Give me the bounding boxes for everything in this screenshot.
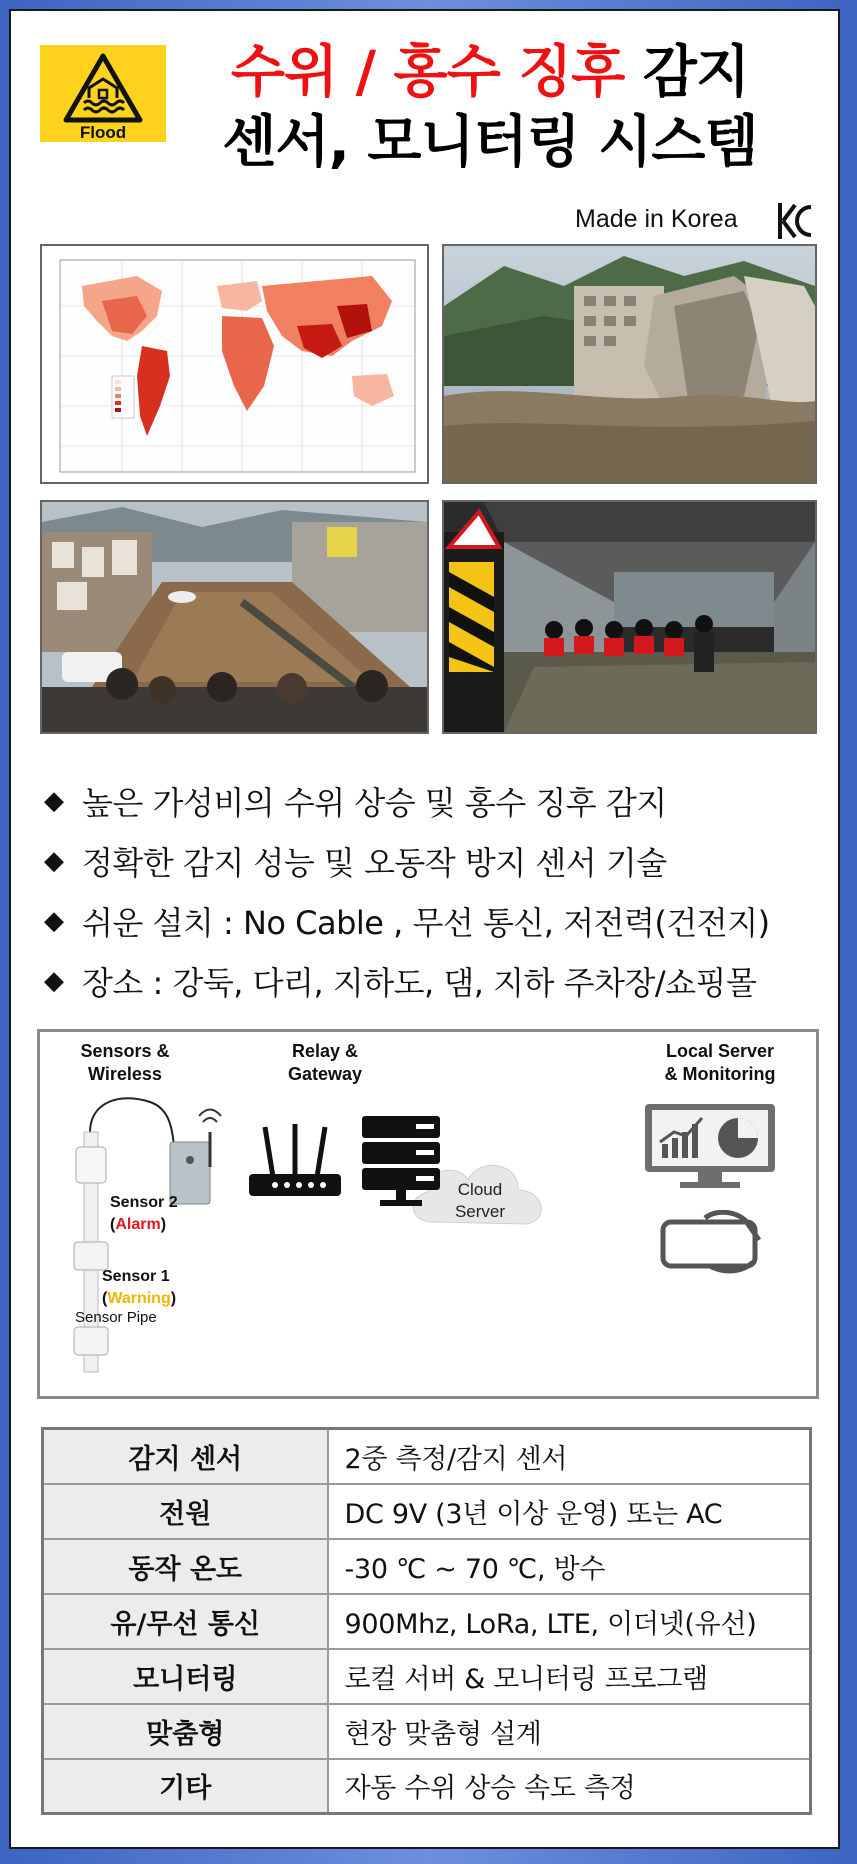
table-row: 동작 온도 -30 ℃ ~ 70 ℃, 방수 <box>43 1539 811 1594</box>
title-red-part: 수위 / 홍수 징후 <box>230 40 625 105</box>
world-flood-risk-map <box>40 244 429 484</box>
sensor-2-status: Alarm <box>115 1216 161 1233</box>
collapsed-building-flood-photo <box>442 244 817 484</box>
diamond-bullet-icon: ◆ <box>44 966 64 996</box>
flooded-underpass-rescue-photo <box>442 500 817 734</box>
table-row: 기타 자동 수위 상승 속도 측정 <box>43 1759 811 1814</box>
flood-warning-sign <box>40 45 166 142</box>
flood-warning-icon <box>62 52 144 124</box>
smartphone-hand-icon <box>655 1210 765 1280</box>
list-item: ◆ 장소 : 강둑, 다리, 지하도, 댐, 지하 주차장/쇼핑몰 <box>44 964 757 1002</box>
flood-sign-text: Flood <box>79 123 127 142</box>
cloud-server-label: Cloud Server <box>454 1180 506 1221</box>
kc-certification-icon <box>775 197 815 245</box>
sensor-2-label: Sensor 2 (Alarm) <box>110 1194 178 1233</box>
spec-table <box>41 1427 812 1815</box>
diamond-bullet-icon: ◆ <box>44 846 64 876</box>
table-row: 맞춤형 현장 맞춤형 설계 <box>43 1704 811 1759</box>
relay-gateway-label: Relay & Gateway <box>287 1041 363 1084</box>
sensor-pipe-illustration <box>60 1092 260 1382</box>
table-row: 모니터링 로컬 서버 & 모니터링 프로그램 <box>43 1649 811 1704</box>
made-in-korea-label: Made in Korea <box>575 205 738 233</box>
list-item: ◆ 쉬운 설치 : No Cable , 무선 통신, 저전력(건전지) <box>44 904 770 942</box>
list-item: ◆ 높은 가성비의 수위 상승 및 홍수 징후 감지 <box>44 784 667 822</box>
table-row: 전원 DC 9V (3년 이상 운영) 또는 AC <box>43 1484 811 1539</box>
title-black-part: 감지 <box>624 40 750 105</box>
sensor-1-status: Warning <box>107 1290 171 1307</box>
flooded-street-photo <box>40 500 429 734</box>
page-title <box>185 38 795 178</box>
sensors-wireless-label: Sensors & Wireless <box>80 1041 170 1084</box>
local-server-monitoring-label: Local Server & Monitoring <box>664 1041 776 1084</box>
sensor-1-label: Sensor 1 (Warning) <box>102 1268 177 1307</box>
list-item: ◆ 정확한 감지 성능 및 오동작 방지 센서 기술 <box>44 844 667 882</box>
feature-list <box>44 771 824 1011</box>
title-line-2: 센서, 모니터링 시스템 <box>222 110 758 175</box>
diamond-bullet-icon: ◆ <box>44 786 64 816</box>
sensor-pipe-label: Sensor Pipe <box>75 1309 157 1326</box>
router-gateway-icon <box>245 1122 345 1202</box>
monitoring-dashboard-icon <box>640 1102 780 1192</box>
table-row: 감지 센서 2중 측정/감지 센서 <box>43 1429 811 1484</box>
diamond-bullet-icon: ◆ <box>44 906 64 936</box>
system-diagram <box>37 1029 819 1399</box>
table-row: 유/무선 통신 900Mhz, LoRa, LTE, 이더넷(유선) <box>43 1594 811 1649</box>
